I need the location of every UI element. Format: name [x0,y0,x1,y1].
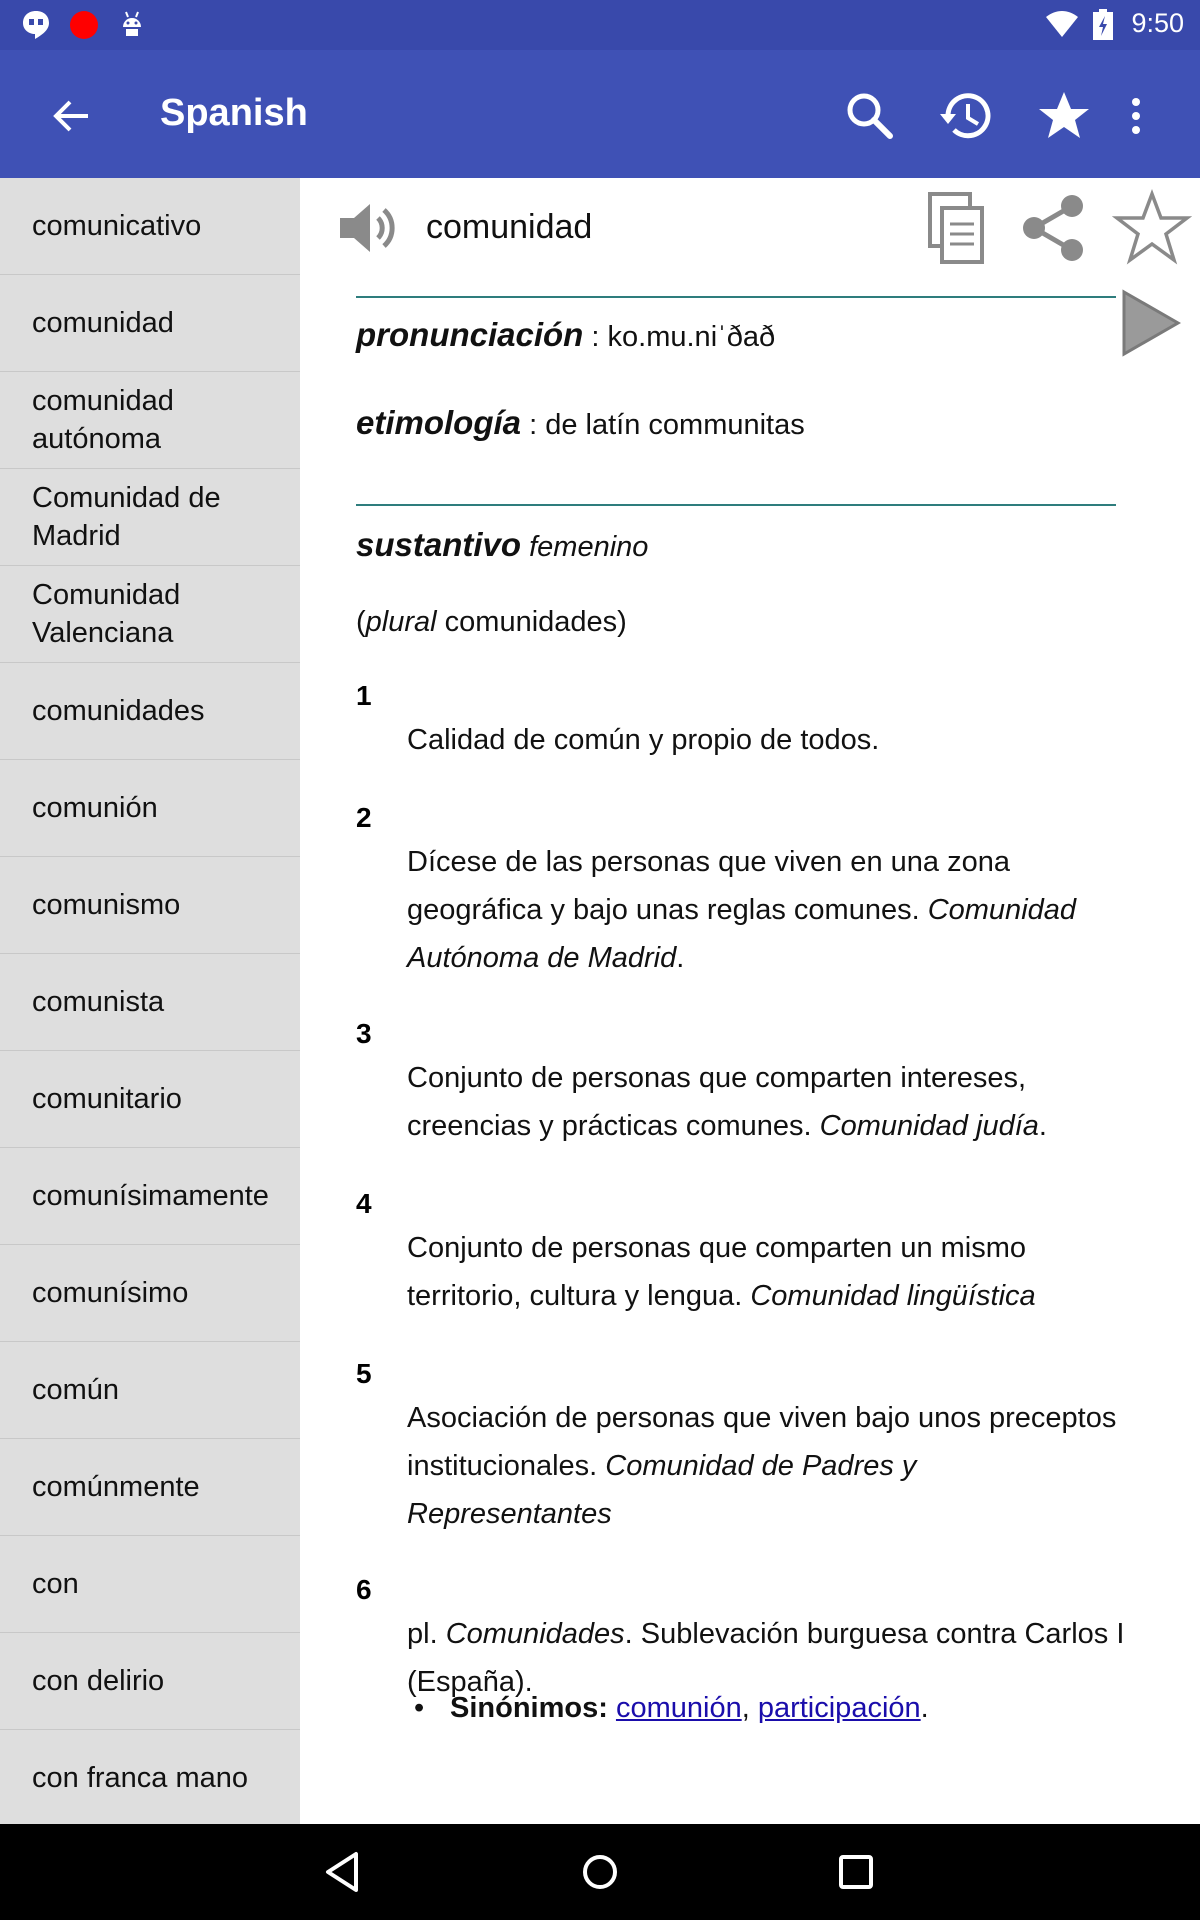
sense-italic: Comunidades [445,1618,625,1650]
pronunciation-value: ko.mu.niˈðað [607,321,776,353]
pos-row [356,526,648,564]
sense-definition [407,716,1127,764]
speaker-icon[interactable] [336,200,400,256]
sense-number: 6 [356,1574,372,1605]
copy-icon[interactable] [926,190,990,266]
sidebar-item[interactable]: con delirio [0,1633,300,1730]
synonyms-label: Sinónimos: [450,1692,608,1724]
entry-content [300,178,1200,1824]
sense-definition: Dícese de las personas que viven en una zona geográfica y bajo unas reglas comunes. Comunidad Autónoma de Madrid. [407,846,1077,974]
pronunciation-row: pronunciación : ko.mu.niˈðað [356,316,776,353]
etymology-row: etimología : de latín communitas [356,404,805,441]
play-icon[interactable] [1118,288,1184,358]
pronunciation-label: pronunciación [356,316,584,353]
etymology-label: etimología [356,404,522,441]
sidebar-item[interactable]: comunión [0,760,300,857]
plural-label: plural [365,606,437,638]
sense-definition [407,1224,1127,1320]
sidebar-item[interactable]: comunicativo [0,178,300,275]
headword: comunidad [426,208,593,246]
synonym-link[interactable]: comunión [615,1692,742,1724]
nav-home-icon[interactable] [576,1848,624,1896]
sense-definition: Conjunto de personas que comparten intereses, creencias y prácticas comunes. Comunidad judía. [407,1062,1047,1142]
sidebar-item[interactable]: comunísimamente [0,1148,300,1245]
more-vert-icon[interactable] [1104,84,1168,148]
share-icon[interactable] [1018,192,1088,264]
sense-prefix: pl. [407,1618,438,1650]
sense-text: Calidad de común y propio de todos. [407,724,880,756]
app-bar [0,50,1200,178]
sense-definition [407,1394,1127,1538]
nav-recents-icon[interactable] [832,1848,880,1896]
battery-icon [1092,9,1114,41]
app-title: Spanish [160,92,308,134]
synonym-link[interactable]: participación [757,1692,921,1724]
synonyms-row: • Sinónimos: comunión, participación. [414,1692,929,1724]
sense-number: 5 [356,1358,372,1389]
sense-number: 2 [356,802,372,833]
sense-example: Comunidad Autónoma de Madrid [407,894,1077,974]
sense-definition: pl. Comunidades. Sublevación burguesa contra Carlos I (España). [407,1618,1125,1698]
plural-row: (plural comunidades) [356,606,627,638]
sense-text: Sublevación burguesa contra Carlos I (España). [407,1618,1125,1698]
star-icon[interactable] [1032,84,1096,148]
sense-example: Comunidad de Padres y Representantes [407,1450,917,1530]
sidebar-item[interactable]: común [0,1342,300,1439]
nav-back-icon[interactable] [320,1848,368,1896]
sidebar-item[interactable]: comúnmente [0,1439,300,1536]
android-icon [116,9,148,41]
history-icon[interactable] [934,84,998,148]
plural-value: comunidades [444,606,618,638]
sense-number: 3 [356,1018,372,1049]
sense-text: Conjunto de personas que comparten intereses, creencias y prácticas comunes. [407,1062,1027,1142]
divider [356,504,1116,506]
hangouts-icon [20,9,52,41]
sense-text: Dícese de las personas que viven en una zona geográfica y bajo unas reglas comunes. [407,846,1010,926]
star-outline-icon[interactable] [1112,188,1192,268]
sense-text: Conjunto de personas que comparten un mismo territorio, cultura y lengua. [407,1232,1027,1312]
sidebar-item[interactable]: Comunidad de Madrid [0,469,300,566]
sidebar-item[interactable]: comunidades [0,663,300,760]
navigation-bar [0,1824,1200,1920]
record-icon [68,9,100,41]
bullet: • [414,1692,425,1724]
sidebar-item[interactable]: comunista [0,954,300,1051]
sidebar-item[interactable]: comunidad [0,275,300,372]
back-arrow-icon[interactable] [40,84,104,148]
gender: femenino [529,531,649,563]
word-list-sidebar [0,178,300,1824]
sidebar-item[interactable]: con [0,1536,300,1633]
sidebar-item[interactable]: comunidad autónoma [0,372,300,469]
sidebar-item[interactable]: comunismo [0,857,300,954]
sense-number: 1 [356,680,372,711]
sidebar-item[interactable]: con franca mano [0,1730,300,1824]
status-bar [0,0,1200,50]
wifi-icon [1044,9,1080,41]
status-time: 9:50 [1131,8,1184,38]
sense-example: Comunidad lingüística [750,1280,1036,1312]
sense-text: Asociación de personas que viven bajo unos preceptos institucionales. [407,1402,1117,1482]
part-of-speech: sustantivo [356,526,522,563]
sense-example: Comunidad judía [819,1110,1039,1142]
sidebar-item[interactable]: comunitario [0,1051,300,1148]
search-icon[interactable] [838,84,902,148]
etymology-value: de latín communitas [545,409,805,441]
sidebar-item[interactable]: comunísimo [0,1245,300,1342]
sidebar-item[interactable]: Comunidad Valenciana [0,566,300,663]
sense-number: 4 [356,1188,372,1219]
divider [356,296,1116,298]
